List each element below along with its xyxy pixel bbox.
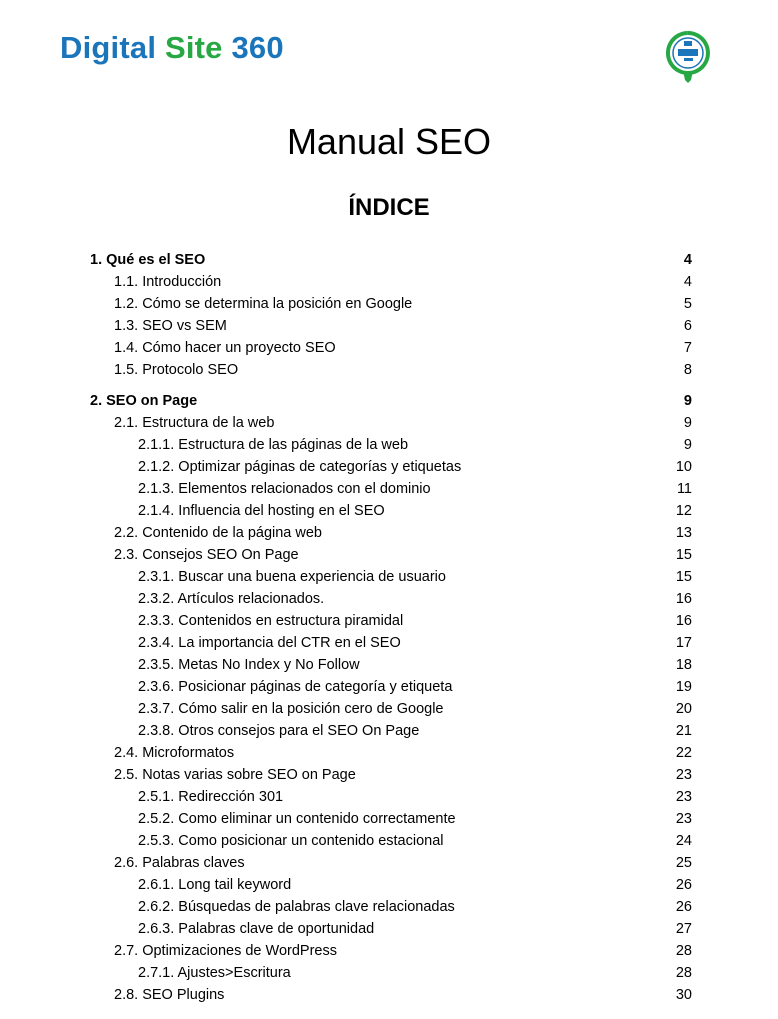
toc-entry-page: 15: [675, 569, 692, 585]
toc-entry-page: 23: [675, 767, 692, 783]
toc-entry[interactable]: [0, 632, 778, 654]
toc-entry[interactable]: [0, 830, 778, 852]
toc-entry-page: 9: [683, 393, 692, 409]
toc-entry[interactable]: [0, 654, 778, 676]
toc-entry-label: 2.3.7. Cómo salir en la posición cero de Google: [138, 701, 444, 717]
toc-entry[interactable]: [0, 315, 778, 337]
toc-entry-page: 19: [675, 679, 692, 695]
toc-entry[interactable]: [0, 359, 778, 381]
toc-entry-page: 11: [676, 481, 692, 497]
toc-entry-label: 2.1. Estructura de la web: [114, 415, 275, 431]
toc-entry[interactable]: [0, 271, 778, 293]
toc-entry-label: 1.5. Protocolo SEO: [114, 362, 239, 378]
toc-entry-page: 10: [675, 459, 692, 475]
toc-entry-label: 2.7. Optimizaciones de WordPress: [114, 943, 337, 959]
toc-entry-page: 26: [675, 899, 692, 915]
toc-entry-page: 21: [675, 723, 692, 739]
toc-entry-label: 2.5.2. Como eliminar un contenido correctamente: [138, 811, 456, 827]
toc-entry-label: 2.4. Microformatos: [114, 745, 235, 761]
toc-entry-page: 26: [675, 877, 692, 893]
toc-entry[interactable]: [0, 390, 778, 412]
toc-entry-label: 1.3. SEO vs SEM: [114, 318, 227, 334]
toc-entry[interactable]: [0, 588, 778, 610]
toc-entry[interactable]: [0, 610, 778, 632]
toc-entry[interactable]: [0, 874, 778, 896]
toc-entry-page: 28: [675, 965, 692, 981]
toc-entry-label: 1. Qué es el SEO: [90, 252, 206, 268]
document-title: Manual SEO: [286, 121, 492, 162]
toc-entry-page: 27: [675, 921, 692, 937]
toc-entry-page: 12: [675, 503, 692, 519]
toc-entry-page: 8: [683, 362, 692, 378]
toc-entry-label: 2.3.4. La importancia del CTR en el SEO: [138, 635, 401, 651]
toc-entry-page: 20: [675, 701, 692, 717]
toc-entry[interactable]: [0, 478, 778, 500]
toc-entry-label: 2.1.3. Elementos relacionados con el dominio: [138, 481, 431, 497]
toc-entry[interactable]: [0, 434, 778, 456]
toc-entry-label: 2.7.1. Ajustes>Escritura: [138, 965, 291, 981]
toc-entry[interactable]: [0, 962, 778, 984]
toc-entry[interactable]: [0, 676, 778, 698]
toc-entry[interactable]: [0, 500, 778, 522]
brand-word-site: Site: [164, 30, 223, 65]
toc-entry[interactable]: [0, 984, 778, 1006]
toc-entry-page: 23: [675, 789, 692, 805]
toc-entry-label: 2.3. Consejos SEO On Page: [114, 547, 299, 563]
toc-entry-page: 17: [675, 635, 692, 651]
toc-entry[interactable]: [0, 808, 778, 830]
toc-entry-page: 15: [675, 547, 692, 563]
toc-entry-page: 9: [683, 437, 692, 453]
toc-entry-label: 1.1. Introducción: [114, 274, 222, 290]
brand-word-digital: Digital: [60, 30, 157, 65]
toc-entry[interactable]: [0, 698, 778, 720]
toc-entry[interactable]: [0, 337, 778, 359]
toc-entry-page: 9: [683, 415, 692, 431]
toc-entry[interactable]: [0, 456, 778, 478]
toc-entry-page: 18: [675, 657, 692, 673]
toc-entry-page: 5: [683, 296, 692, 312]
toc-entry-page: 4: [683, 252, 692, 268]
toc-entry-label: 2.3.8. Otros consejos para el SEO On Page: [138, 723, 420, 739]
toc-entry-page: 22: [675, 745, 692, 761]
index-heading: ÍNDICE: [348, 194, 430, 221]
toc-entry-label: 2.8. SEO Plugins: [114, 987, 225, 1003]
toc-entry-label: 2.1.2. Optimizar páginas de categorías y etiquetas: [138, 459, 462, 475]
toc-entry[interactable]: [0, 896, 778, 918]
toc-entry[interactable]: [0, 720, 778, 742]
toc-entry-page: 28: [675, 943, 692, 959]
toc-entry-label: 2.3.3. Contenidos en estructura piramidal: [138, 613, 404, 629]
toc-entry-label: 2.6.1. Long tail keyword: [138, 877, 292, 893]
toc-entry-label: 2.6.2. Búsquedas de palabras clave relacionadas: [138, 899, 455, 915]
toc-entry[interactable]: [0, 786, 778, 808]
toc-entry-label: 2.6.3. Palabras clave de oportunidad: [138, 921, 375, 937]
toc-entry-label: 2.1.4. Influencia del hosting en el SEO: [138, 503, 385, 519]
toc-entry-page: 23: [675, 811, 692, 827]
toc-entry-label: 2.5.3. Como posicionar un contenido estacional: [138, 833, 444, 849]
toc-entry-label: 1.2. Cómo se determina la posición en Google: [114, 296, 413, 312]
toc-entry[interactable]: [0, 412, 778, 434]
table-of-contents: [0, 249, 778, 1006]
toc-entry-label: 2.3.5. Metas No Index y No Follow: [138, 657, 360, 673]
brand-wordmark: [60, 28, 284, 68]
toc-entry-page: 24: [675, 833, 692, 849]
toc-entry-label: 2.2. Contenido de la página web: [114, 525, 322, 541]
toc-entry[interactable]: [0, 566, 778, 588]
toc-entry[interactable]: [0, 742, 778, 764]
toc-entry[interactable]: [0, 293, 778, 315]
toc-entry-page: 13: [675, 525, 692, 541]
toc-entry-page: 30: [675, 987, 692, 1003]
toc-entry-page: 6: [683, 318, 692, 334]
toc-entry-label: 2.1.1. Estructura de las páginas de la web: [138, 437, 409, 453]
toc-entry-page: 16: [675, 613, 692, 629]
toc-entry-label: 2. SEO on Page: [90, 393, 198, 409]
toc-entry-page: 16: [675, 591, 692, 607]
toc-entry-label: 2.5. Notas varias sobre SEO on Page: [114, 767, 356, 783]
toc-entry[interactable]: [0, 522, 778, 544]
digital-site-badge-icon: [664, 30, 712, 84]
toc-entry-label: 2.3.1. Buscar una buena experiencia de usuario: [138, 569, 446, 585]
toc-entry-page: 25: [675, 855, 692, 871]
toc-entry-page: 7: [683, 340, 692, 356]
toc-entry-page: 4: [683, 274, 692, 290]
toc-entry-label: 2.6. Palabras claves: [114, 855, 245, 871]
brand-word-360: 360: [231, 30, 284, 65]
toc-entry[interactable]: [0, 544, 778, 566]
toc-entry[interactable]: [0, 918, 778, 940]
toc-entry-label: 2.3.2. Artículos relacionados.: [138, 591, 325, 607]
toc-entry[interactable]: [0, 940, 778, 962]
toc-entry-label: 2.5.1. Redirección 301: [138, 789, 284, 805]
toc-entry[interactable]: [0, 764, 778, 786]
toc-entry-label: 2.3.6. Posicionar páginas de categoría y etiqueta: [138, 679, 453, 695]
toc-entry[interactable]: [0, 852, 778, 874]
toc-entry-label: 1.4. Cómo hacer un proyecto SEO: [114, 340, 336, 356]
toc-entry[interactable]: [0, 249, 778, 271]
